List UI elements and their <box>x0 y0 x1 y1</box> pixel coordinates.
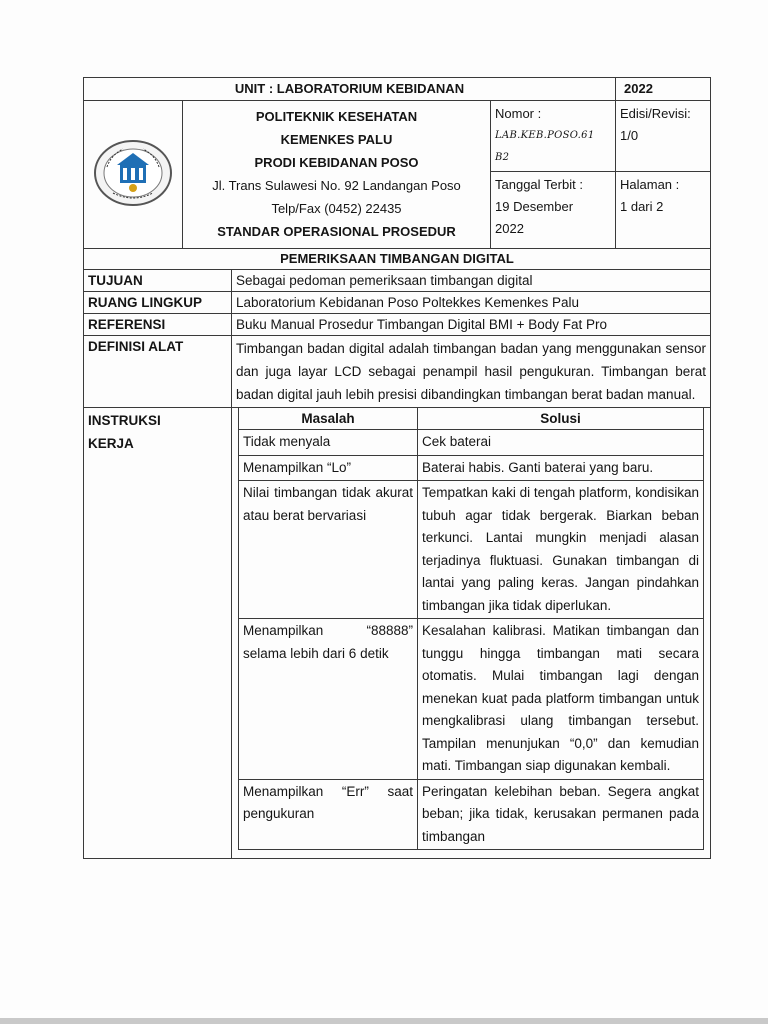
nomor-label: Nomor : <box>495 106 542 121</box>
solution-cell: Cek baterai <box>418 430 704 456</box>
problem-cell: Menampilkan “Lo” <box>239 455 418 481</box>
problem-cell: Menampilkan “Err” saat pengukuran <box>239 779 418 850</box>
tujuan-label: TUJUAN <box>84 270 232 292</box>
row-tujuan <box>84 270 711 292</box>
table-row <box>239 619 704 780</box>
row-referensi <box>84 314 711 336</box>
troubleshoot-table <box>238 407 704 850</box>
instruksi-label-line1: INSTRUKSI <box>88 413 161 428</box>
table-row <box>239 481 704 619</box>
problem-cell: Nilai timbangan tidak akurat atau berat bervariasi <box>239 481 418 619</box>
troubleshoot-body <box>239 430 704 850</box>
tanggal-label: Tanggal Terbit : <box>495 177 583 192</box>
instruksi-label-line2: KERJA <box>88 436 134 451</box>
unit-label: UNIT : LABORATORIUM KEBIDANAN <box>84 78 616 101</box>
sop-document <box>83 77 710 859</box>
institution-address: Jl. Trans Sulawesi No. 92 Landangan Poso <box>212 178 461 193</box>
definisi-value: Timbangan badan digital adalah timbangan badan yang menggunakan sensor dan juga layar LCD sebagai penampil hasil pengukuran. Timbangan berat badan digital jauh lebih presisi dibandingkan timbangan berat badan manual. <box>232 336 711 408</box>
nomor-cell <box>491 101 616 172</box>
tujuan-value: Sebagai pedoman pemeriksaan timbangan digital <box>232 270 711 292</box>
institution-line3: PRODI KEBIDANAN POSO <box>254 155 419 170</box>
row-ruang-lingkup <box>84 292 711 314</box>
institution-block <box>183 101 491 249</box>
instruksi-content <box>232 408 711 859</box>
logo-cell <box>84 101 183 249</box>
institution-seal-icon <box>89 137 177 209</box>
row-instruksi <box>84 408 711 859</box>
header-table <box>83 77 711 270</box>
tanggal-line1: 19 Desember <box>495 199 574 214</box>
edisi-label: Edisi/Revisi: <box>620 106 691 121</box>
halaman-cell <box>616 172 711 249</box>
tanggal-line2: 2022 <box>495 221 524 236</box>
year-label: 2022 <box>616 78 711 101</box>
solution-cell: Peringatan kelebihan beban. Segera angkat beban; jika tidak, kerusakan permanen pada timbangan <box>418 779 704 850</box>
row-definisi <box>84 336 711 408</box>
column-header-problem: Masalah <box>239 408 418 430</box>
halaman-label: Halaman : <box>620 177 680 192</box>
edisi-cell <box>616 101 711 172</box>
referensi-label: REFERENSI <box>84 314 232 336</box>
problem-cell: Menampilkan “88888” selama lebih dari 6 detik <box>239 619 418 780</box>
table-row <box>239 455 704 481</box>
column-header-solution: Solusi <box>418 408 704 430</box>
table-row <box>239 430 704 456</box>
instruksi-bottom-spacer <box>238 850 704 858</box>
institution-line1: POLITEKNIK KESEHATAN <box>255 109 418 124</box>
solution-cell: Baterai habis. Ganti baterai yang baru. <box>418 455 704 481</box>
document-title: PEMERIKSAAN TIMBANGAN DIGITAL <box>84 249 711 270</box>
edisi-value: 1/0 <box>620 128 639 143</box>
content-table <box>83 269 711 859</box>
table-row <box>239 779 704 850</box>
referensi-value: Buku Manual Prosedur Timbangan Digital BMI + Body Fat Pro <box>232 314 711 336</box>
definisi-label: DEFINISI ALAT <box>84 336 232 408</box>
tanggal-cell <box>491 172 616 249</box>
ruang-lingkup-value: Laboratorium Kebidanan Poso Poltekkes Kemenkes Palu <box>232 292 711 314</box>
solution-cell: Kesalahan kalibrasi. Matikan timbangan dan tunggu hingga timbangan mati secara otomatis. Mulai timbangan lagi dengan menekan kuat pada platform timbangan untuk mengkalibrasi ulang timbangan tersebut. Tampilan menunjukan “0,0” dan kemudian mati. Timbangan siap digunakan kembali. <box>418 619 704 780</box>
document-type: STANDAR OPERASIONAL PROSEDUR <box>217 224 456 239</box>
solution-cell: Tempatkan kaki di tengah platform, kondisikan tubuh agar tidak bergerak. Biarkan beban terkunci. Lantai mungkin menjadi alasan terjadinya fluktuasi. Gunakan timbangan di lantai yang paling keras. Jangan pindahkan timbangan jika tidak diperlukan. <box>418 481 704 619</box>
nomor-value: LAB.KEB.POSO.61 B2 <box>495 130 595 163</box>
scan-edge <box>0 1018 768 1024</box>
ruang-lingkup-label: RUANG LINGKUP <box>84 292 232 314</box>
instruksi-label <box>84 408 232 859</box>
problem-cell: Tidak menyala <box>239 430 418 456</box>
institution-line2: KEMENKES PALU <box>280 132 393 147</box>
halaman-value: 1 dari 2 <box>620 199 664 214</box>
institution-phone: Telp/Fax (0452) 22435 <box>271 201 402 216</box>
